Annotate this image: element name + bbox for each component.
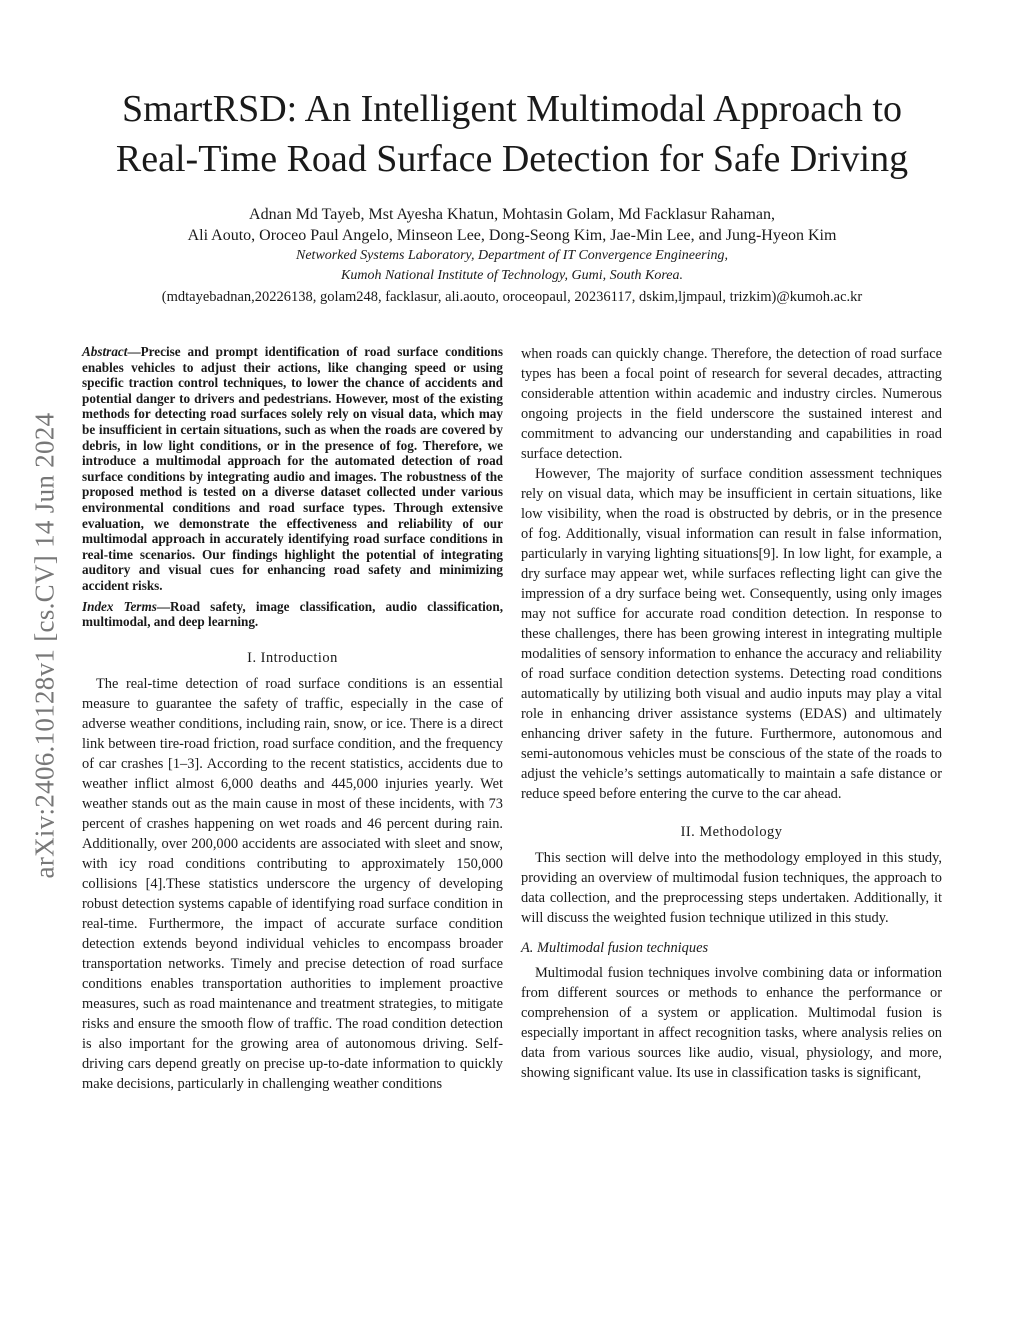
left-column xyxy=(82,344,503,1094)
author-line-1: Adnan Md Tayeb, Mst Ayesha Khatun, Mohtasin Golam, Md Facklasur Rahaman, xyxy=(249,206,775,223)
author-emails: (mdtayebadnan,20226138, golam248, facklasur, ali.aouto, oroceopaul, 20236117, dskim,ljmpaul, trizkim)@kumoh.ac.kr xyxy=(161,289,863,305)
subsection-heading-multimodal-fusion: A. Multimodal fusion techniques xyxy=(521,940,709,956)
index-terms: Index Terms—Road safety, image classification, audio classification, multimodal, and deep learning. xyxy=(82,598,503,630)
affiliation-line-1: Networked Systems Laboratory, Department of IT Convergence Engineering, xyxy=(296,248,728,263)
intro-paragraph-1: The real-time detection of road surface conditions is an essential measure to guarantee the safety of traffic, especially in the case of adverse weather conditions, including rain, snow, or ice. There is a direct link between tire-road friction, road surface condition, and the frequency of car crashes [1–3]. According to the recent statistics, accidents due to weather inflict almost 6,000 deaths and 445,000 injuries yearly. Wet weather stands out as the main cause in most of these incidents, with 73 percent of crashes happening on wet roads and 46 percent during rain. Additionally, over 200,000 accidents are associated with sleet and snow, with icy road conditions contributing to approximately 150,000 collisions [4].These statistics underscore the urgency of developing robust detection systems capable of identifying road surface condition in real-time. Furthermore, the impact of accurate surface condition detection extends beyond individual vehicles to encompass broader transportation networks. Timely and precise detection of road surface conditions enables transportation authorities to implement proactive measures, such as road maintenance and treatment strategies, to mitigate risks and ensure the smooth flow of traffic. The road condition detection is also important for the growing area of autonomous driving. Self-driving cars depend greatly on precise up-to-date information to quickly make decisions, particularly in challenging weather conditions xyxy=(82,675,503,1092)
title-line-1: SmartRSD: An Intelligent Multimodal Approach to xyxy=(121,88,902,130)
intro-paragraph-2: However, The majority of surface condition assessment techniques rely on visual data, which may be insufficient in certain situations, like low visibility, when the road is obstructed by debris, or in the presence of fog. Additionally, visual information can result in false information, particularly in varying lighting situations[9]. In low light, for example, a dry surface may appear wet, while surfaces reflecting light can give the impression of a dry surface being wet. Consequently, using only images may not suffice for accurate road condition detection. In response to these challenges, there has been growing interest in integrating multiple modalities of sensory information to enhance the accuracy and reliability of road surface condition detection systems. Detecting road conditions automatically by utilizing both visual and audio inputs may play a vital role in enhancing driver assistance systems (EDAS) and ultimately enhancing driver safety in the future. Furthermore, autonomous and semi-autonomous vehicles must be conscious of the state of the roads to adjust the vehicle’s settings automatically to maintain a safe distance or reduce speed before entering the curve to the car ahead. xyxy=(521,466,942,802)
arxiv-sidebar xyxy=(27,355,63,935)
abstract: Abstract—Precise and prompt identification of road surface conditions enables vehicles to adjust their actions, like changing speed or using specific traction control techniques, to lower the chance of accidents and potential danger to drivers and pedestrians. However, most of the existing methods for detecting road surfaces solely rely on visual data, which may be insufficient in certain situations, such as when the roads are covered by debris, in low light conditions, or in the presence of fog. Therefore, we introduce a multimodal approach for the automated detection of road surface conditions by integrating audio and images. The robustness of the proposed method is tested on a diverse dataset collected under various environmental conditions and road surface types. Through extensive evaluation, we demonstrate the effectiveness and reliability of our multimodal approach in accurately identifying road surface conditions in real-time scenarios. Our findings highlight the potential of integrating auditory and visual cues for enhancing road safety and minimizing accident risks. xyxy=(82,344,503,593)
methodology-paragraph-1: This section will delve into the methodology employed in this study, providing an overview of multimodal fusion techniques, the approach to data collection, and the preprocessing steps undertaken. Additionally, it will discuss the weighted fusion technique utilized in this study. xyxy=(521,850,942,926)
arxiv-identifier[interactable]: arXiv:2406.10128v1 [cs.CV] 14 Jun 2024 xyxy=(29,412,60,878)
index-terms-text: Road safety, image classification, audio classification, multimodal, and deep learning. xyxy=(82,598,503,630)
right-column xyxy=(521,344,942,1083)
abstract-text: Precise and prompt identification of road surface conditions enables vehicles to adjust their actions, like changing speed or using specific traction control techniques, to lower the chance of accidents and potential danger to drivers and pedestrians. However, most of the existing methods for detecting road surfaces solely rely on visual data, which may be insufficient in certain situations, such as when the roads are covered by debris, in low light conditions, or in the presence of fog. Therefore, we introduce a multimodal approach for the automated detection of road surface conditions by integrating audio and images. The robustness of the proposed method is tested on a diverse dataset collected under various environmental conditions and road surface types. Through extensive evaluation, we demonstrate the effectiveness and reliability of our multimodal approach in accurately identifying road surface conditions in real-time scenarios. Our findings highlight the potential of integrating auditory and visual cues for enhancing road safety and minimizing accident risks. xyxy=(82,344,503,593)
multimodal-fusion-paragraph: Multimodal fusion techniques involve combining data or information from different sources or methods to enhance the performance or comprehension of a system or application. Multimodal fusion is especially important in affect recognition tasks, where analysis relies on data from various sources like audio, visual, physiology, and more, showing significant value. Its use in classification tasks is significant, xyxy=(521,965,942,1081)
intro-paragraph-1-continued: when roads can quickly change. Therefore, the detection of road surface types has been a focal point of research for several decades, attracting considerable attention within academic and industry circles. Numerous ongoing projects in the field underscore the sustained interest and commitment to advancing our understanding and capabilities in road surface detection. xyxy=(521,346,942,462)
author-block xyxy=(60,204,964,308)
author-line-2: Ali Aouto, Oroceo Paul Angelo, Minseon Lee, Dong-Seong Kim, Jae-Min Lee, and Jung-Hyeon Kim xyxy=(187,227,837,244)
title-line-2: Real-Time Road Surface Detection for Safe Driving xyxy=(115,138,909,180)
paper-title xyxy=(40,84,984,184)
affiliation-line-2: Kumoh National Institute of Technology, Gumi, South Korea. xyxy=(341,268,683,283)
abstract-label: Abstract xyxy=(82,344,128,359)
section-heading-introduction: I. Introduction xyxy=(247,649,338,666)
index-terms-label: Index Terms xyxy=(82,598,157,614)
section-heading-methodology: II. Methodology xyxy=(680,824,783,840)
